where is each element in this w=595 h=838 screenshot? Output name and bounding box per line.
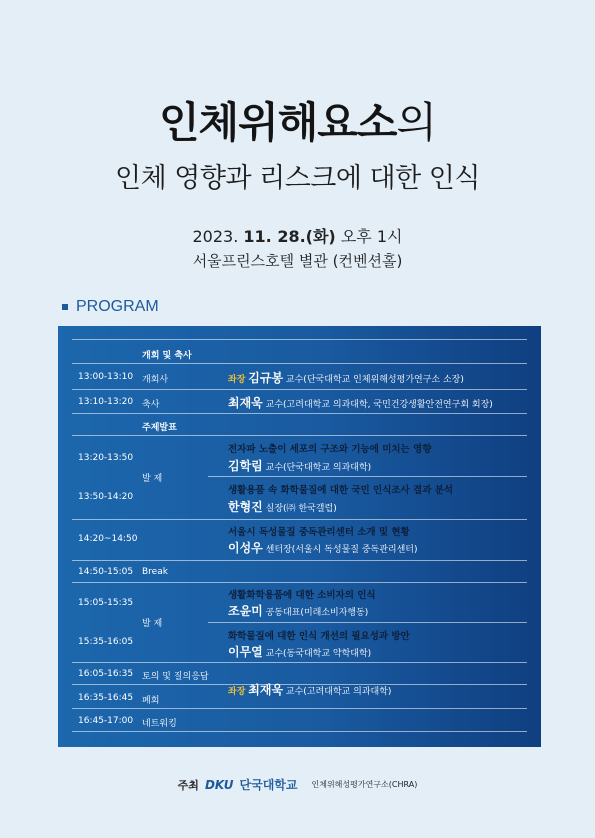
topic: 서울시 독성물질 중독관리센터 소개 및 현황 (228, 527, 410, 538)
time: 16:45-17:00 (78, 716, 134, 726)
topic: 생활화학용품에 대한 소비자의 인식 (228, 590, 376, 601)
session-type: 폐회 (142, 696, 160, 706)
divider (72, 731, 527, 732)
program-panel (58, 326, 541, 747)
speaker: 이무열 교수(동국대학교 약학대학) (228, 645, 372, 659)
speaker: 좌장 김규봉 교수(단국대학교 인체위해성평가연구소 소장) (228, 371, 464, 385)
divider (72, 435, 527, 436)
university-name: 단국대학교 (239, 778, 298, 792)
speaker: 조윤미 공동대표(미래소비자행동) (228, 604, 369, 618)
divider (208, 622, 527, 623)
time: 16:35-16:45 (78, 693, 134, 703)
session-type: Break (142, 567, 168, 577)
time: 16:05-16:35 (78, 669, 134, 679)
section-presentations: 주제발표 (142, 423, 177, 433)
main-title-bold: 인체위해요소 (158, 98, 397, 147)
date-suffix: 오후 1시 (335, 227, 403, 246)
chair: 좌장 최재욱 교수(고려대학교 의과대학) (228, 683, 392, 697)
main-title-light: 의 (396, 98, 436, 147)
section-opening: 개회 및 축사 (142, 351, 192, 361)
time: 14:20~14:50 (78, 534, 138, 544)
date-prefix: 2023. (192, 227, 239, 246)
square-bullet-icon (62, 304, 68, 310)
divider (72, 339, 527, 340)
speaker: 한형진 실장(㈜ 한국갤럽) (228, 500, 337, 514)
time: 13:50-14:20 (78, 492, 134, 502)
divider (72, 389, 527, 390)
program-title: PROGRAM (76, 298, 159, 315)
divider (208, 476, 527, 477)
institute-name: 인체위해성평가연구소(CHRA) (311, 780, 418, 789)
event-venue: 서울프린스호텔 별관 (컨벤션홀) (192, 252, 403, 270)
topic: 전자파 노출이 세포의 구조와 기능에 미치는 영향 (228, 444, 432, 455)
divider (72, 560, 527, 561)
speaker: 이성우 센터장(서울시 독성물질 중독관리센터) (228, 541, 418, 555)
divider (72, 662, 527, 663)
time: 15:35-16:05 (78, 637, 134, 647)
time: 15:05-15:35 (78, 598, 134, 608)
time: 13:00-13:10 (78, 372, 134, 382)
dku-logo: DKU (204, 777, 234, 792)
session-type: 네트워킹 (142, 719, 177, 729)
program-header (62, 298, 159, 316)
divider (72, 708, 527, 709)
speaker: 최재욱 교수(고려대학교 의과대학, 국민건강생활안전연구회 회장) (228, 396, 493, 410)
session-type: 토의 및 질의응답 (142, 672, 209, 682)
host-label: 주최 (177, 778, 199, 792)
subtitle: 인체 영향과 리스크에 대한 인식 (115, 163, 480, 194)
session-type: 발 제 (142, 474, 163, 484)
footer (0, 776, 595, 793)
event-date (0, 224, 595, 247)
divider (72, 413, 527, 414)
main-title (0, 90, 595, 150)
topic: 생활용품 속 화학물질에 대한 국민 인식조사 결과 분석 (228, 485, 454, 496)
time: 14:50-15:05 (78, 567, 134, 577)
divider (72, 519, 527, 520)
topic: 화학물질에 대한 인식 개선의 필요성과 방안 (228, 631, 410, 642)
time: 13:10-13:20 (78, 397, 134, 407)
session-type: 발 제 (142, 619, 163, 629)
divider (72, 582, 527, 583)
divider (72, 363, 527, 364)
session-type: 개회사 (142, 375, 169, 385)
time: 13:20-13:50 (78, 453, 134, 463)
date-bold: 11. 28.(화) (243, 227, 336, 246)
session-type: 축사 (142, 400, 160, 410)
speaker: 김학림 교수(단국대학교 의과대학) (228, 459, 372, 473)
